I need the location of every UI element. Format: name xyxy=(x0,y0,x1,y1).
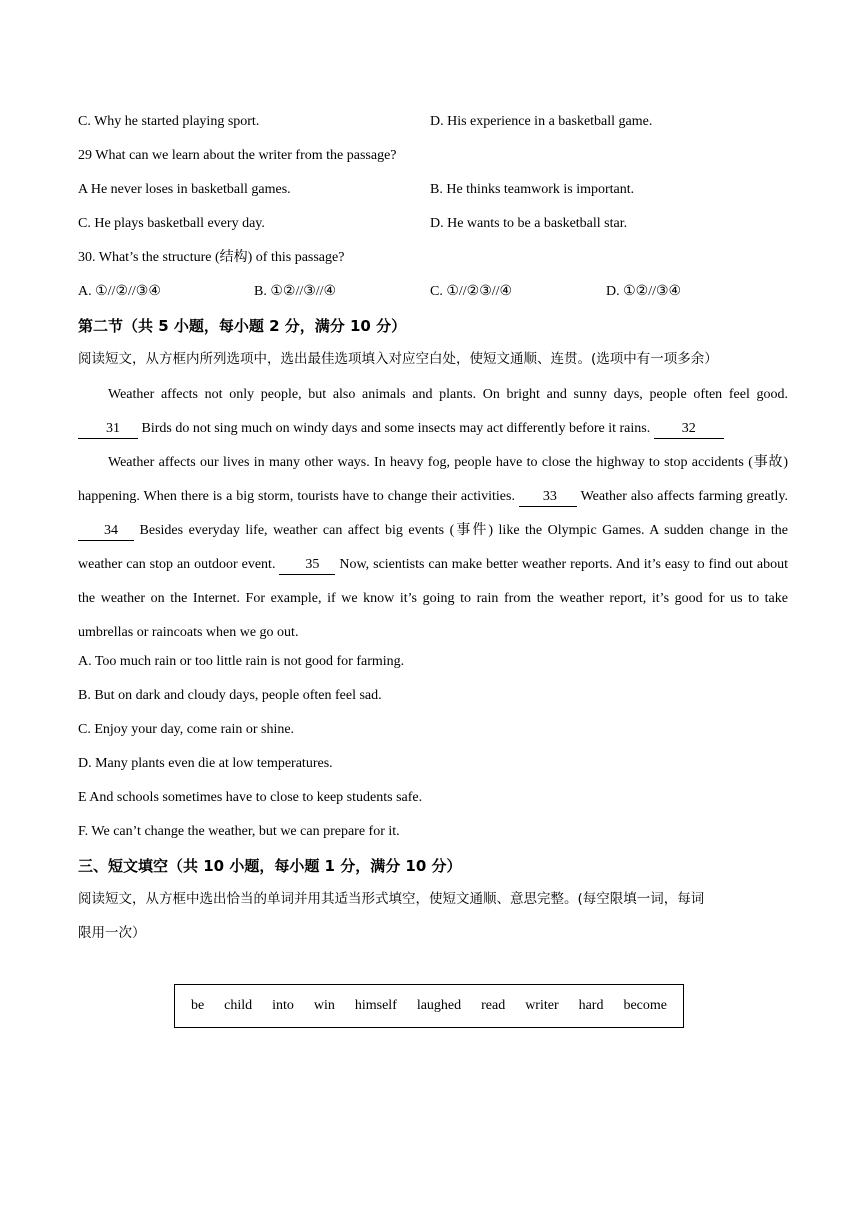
q28-option-c: C. Why he started playing sport. xyxy=(78,114,260,129)
q30-stem: 30. What’s the structure (结构) of this passage? xyxy=(78,250,345,265)
option-e: E And schools sometimes have to close to keep students safe. xyxy=(78,790,423,805)
word-bank-item: hard xyxy=(578,998,604,1013)
option-c: C. Enjoy your day, come rain or shine. xyxy=(78,722,295,737)
word-bank-item: be xyxy=(190,998,205,1013)
blank-31: 31 xyxy=(78,420,138,439)
q30-option-d: D. ①②//③④ xyxy=(606,284,682,299)
section2-instruction: 阅读短文，从方框内所列选项中，选出最佳选项填入对应空白处，使短文通顺、连贯。(选项中有一项多余） xyxy=(78,351,718,367)
q30-option-c: C. ①//②③//④ xyxy=(430,284,513,299)
option-d: D. Many plants even die at low temperatures. xyxy=(78,756,333,771)
word-bank-item: read xyxy=(481,998,506,1013)
q29-options-row-2 xyxy=(78,212,788,246)
blank-34: 34 xyxy=(78,522,134,541)
p2-text-d: Now, scientists can make better weather reports. And it’s easy to find out about the weather on the Internet. For example, if we know it’s going to rain from the weather report, it’s good for us to take umbrellas or raincoats when we go out. xyxy=(78,557,789,640)
option-a: A. Too much rain or too little rain is not good for farming. xyxy=(78,654,405,669)
section3-instruction-line-2: 限用一次） xyxy=(78,925,146,941)
q28-options-row xyxy=(78,110,788,144)
word-bank-item: become xyxy=(623,998,667,1013)
p1-text-a: Weather affects not only people, but also animals and plants. On bright and sunny days, people often feel good. xyxy=(108,387,788,402)
section3-instruction-line-1: 阅读短文，从方框中选出恰当的单词并用其适当形式填空，使短文通顺、意思完整。(每空限填一词，每词 xyxy=(78,891,705,907)
word-bank-item: laughed xyxy=(416,998,462,1013)
p1-text-b: Birds do not sing much on windy days and some insects may act differently before it rains. xyxy=(138,421,651,436)
q30-option-a: A. ①//②//③④ xyxy=(78,284,161,299)
q30-options-row xyxy=(78,280,788,314)
blank-33: 33 xyxy=(519,488,577,507)
q29-option-c: C. He plays basketball every day. xyxy=(78,216,265,231)
q29-stem: 29 What can we learn about the writer from the passage? xyxy=(78,148,397,163)
q29-option-b: B. He thinks teamwork is important. xyxy=(430,182,635,197)
word-bank-item: child xyxy=(224,998,253,1013)
p2-text-c: Besides everyday life, weather can affect big events (事件) like the Olympic Games. A sudden change in the weather can stop an outdoor event. xyxy=(78,523,788,572)
word-bank-item: into xyxy=(272,998,294,1013)
blank-35: 35 xyxy=(279,556,335,575)
q29-options-row-1 xyxy=(78,178,788,212)
section3-heading: 三、短文填空（共 10 小题，每小题 1 分，满分 10 分） xyxy=(78,857,462,875)
p2-text-a: Weather affects our lives in many other ways. In heavy fog, people have to close the highway to stop accidents (事故) happening. When there is a big storm, tourists have to change their activities. xyxy=(78,455,788,504)
blank-32: 32 xyxy=(654,420,724,439)
word-bank-item: himself xyxy=(354,998,397,1013)
passage-paragraph-1 xyxy=(78,378,788,446)
section2-heading: 第二节（共 5 小题，每小题 2 分，满分 10 分） xyxy=(78,317,407,335)
word-bank-item: win xyxy=(313,998,335,1013)
q29-option-d: D. He wants to be a basketball star. xyxy=(430,216,628,231)
q28-option-d: D. His experience in a basketball game. xyxy=(430,114,653,129)
option-f: F. We can’t change the weather, but we can prepare for it. xyxy=(78,824,400,839)
exam-page xyxy=(78,110,788,952)
q30-option-b: B. ①②//③//④ xyxy=(254,284,337,299)
passage-paragraph-2 xyxy=(78,446,788,650)
q29-option-a: A He never loses in basketball games. xyxy=(78,182,291,197)
word-bank-box xyxy=(174,984,684,1028)
p2-text-b: Weather also affects farming greatly. xyxy=(576,489,789,504)
option-b: B. But on dark and cloudy days, people often feel sad. xyxy=(78,688,382,703)
word-bank-item: writer xyxy=(525,998,559,1013)
